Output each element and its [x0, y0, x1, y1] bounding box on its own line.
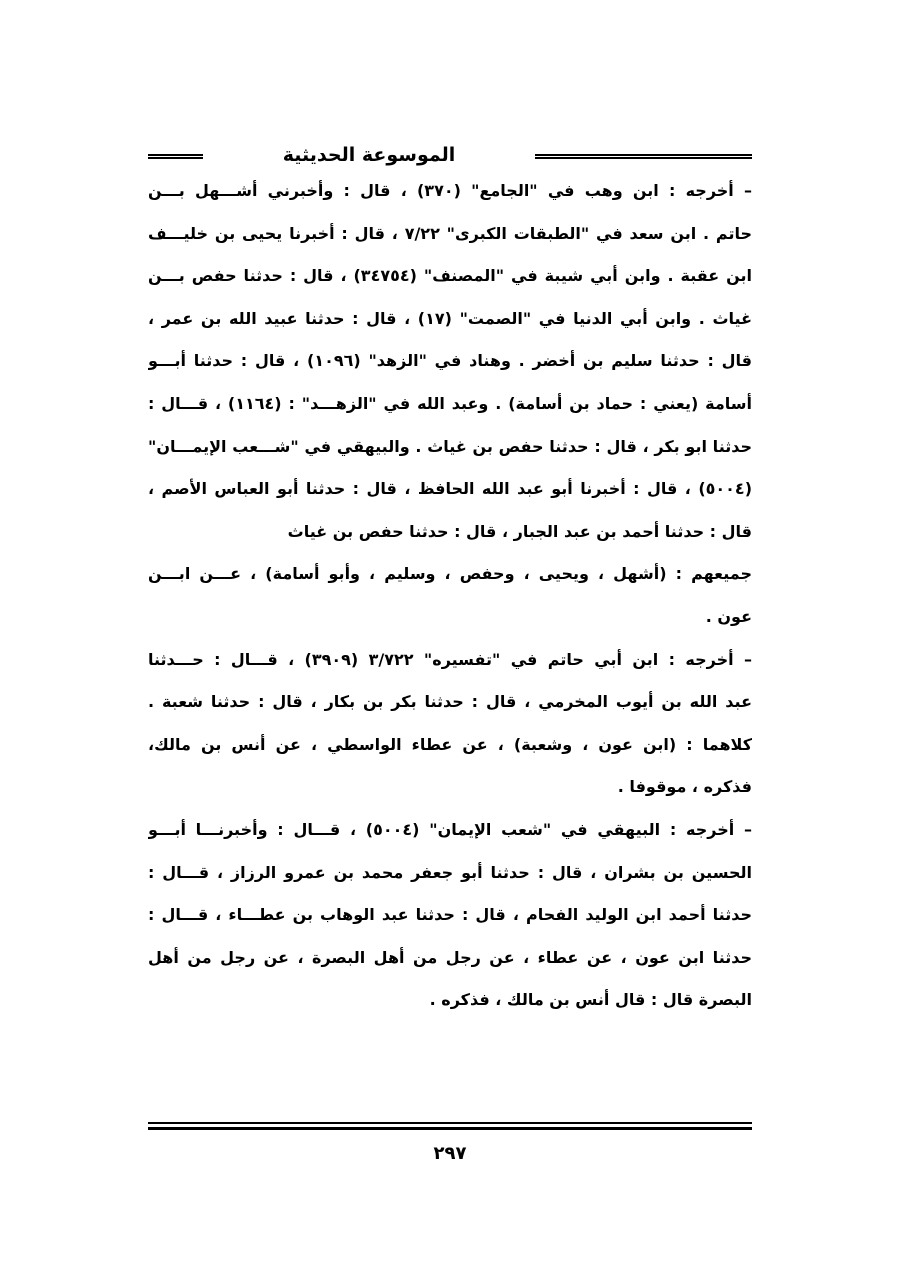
text-line: ابن عقبة . وابن أبي شيبة في "المصنف" (٣٤٧٥٤) ، قال : حدثنا حفص بـــن	[148, 266, 752, 286]
text-line: قال : حدثنا سليم بن أخضر . وهناد في "الزهد" (١٠٩٦) ، قال : حدثنا أبـــو	[148, 351, 752, 371]
text-line: حاتم . ابن سعد في "الطبقات الكبرى" ٧/٢٢ ، قال : أخبرنا يحيى بن خليـــف	[148, 223, 752, 243]
text-line: حدثنا أحمد ابن الوليد الفحام ، قال : حدثنا عبد الوهاب بن عطـــاء ، قـــال :	[148, 905, 752, 925]
text-line: حدثنا ابو بكر ، قال : حدثنا حفص بن غياث . والبيهقي في "شـــعب الإيمـــان"	[148, 436, 752, 456]
text-line: الحسين بن بشران ، قال : حدثنا أبو جعفر محمد بن عمرو الرزاز ، قـــال :	[148, 862, 752, 882]
footer-rule	[148, 1122, 752, 1130]
text-line: فذكره ، موقوفا .	[617, 777, 752, 797]
header-rule-right	[535, 154, 752, 159]
text-line: قال : حدثنا أحمد بن عبد الجبار ، قال : حدثنا حفص بن غياث	[287, 521, 752, 541]
text-line: أسامة (يعني : حماد بن أسامة) . وعبد الله في "الزهـــد" : (١١٦٤) ، قـــال :	[148, 393, 752, 413]
header-rule-left	[148, 154, 203, 159]
body-text	[148, 170, 752, 1022]
text-line: – أخرجه : ابن أبي حاتم في "تفسيره" ٣/٧٢٢ (٣٩٠٩) ، قـــال : حـــدثنا	[148, 649, 752, 669]
page-number: ٢٩٧	[433, 1143, 467, 1164]
text-line: كلاهما : (ابن عون ، وشعبة) ، عن عطاء الواسطي ، عن أنس بن مالك،	[148, 734, 752, 754]
text-line: – أخرجه : ابن وهب في "الجامع" (٣٧٠) ، قال : وأخبرني أشـــهل بـــن	[148, 181, 752, 200]
text-line: البصرة قال : قال أنس بن مالك ، فذكره .	[429, 990, 752, 1010]
text-line: جميعهم : (أشهل ، ويحيى ، وحفص ، وسليم ، وأبو أسامة) ، عـــن ابـــن	[148, 564, 752, 584]
text-line: – أخرجه : البيهقي في "شعب الإيمان" (٥٠٠٤) ، قـــال : وأخبرنـــا أبـــو	[148, 819, 752, 839]
text-line: حدثنا ابن عون ، عن عطاء ، عن رجل من أهل البصرة ، عن رجل من أهل	[148, 947, 752, 967]
header-title: الموسوعة الحديثية	[282, 144, 456, 166]
page-header	[148, 138, 752, 172]
text-line: غياث . وابن أبي الدنيا في "الصمت" (١٧) ، قال : حدثنا عبيد الله بن عمر ،	[148, 308, 752, 328]
text-line: (٥٠٠٤) ، قال : أخبرنا أبو عبد الله الحافظ ، قال : حدثنا أبو العباس الأصم ،	[148, 479, 752, 499]
text-line: عبد الله بن أيوب المخرمي ، قال : حدثنا بكر بن بكار ، قال : حدثنا شعبة .	[148, 692, 752, 712]
text-line: عون .	[705, 606, 752, 626]
